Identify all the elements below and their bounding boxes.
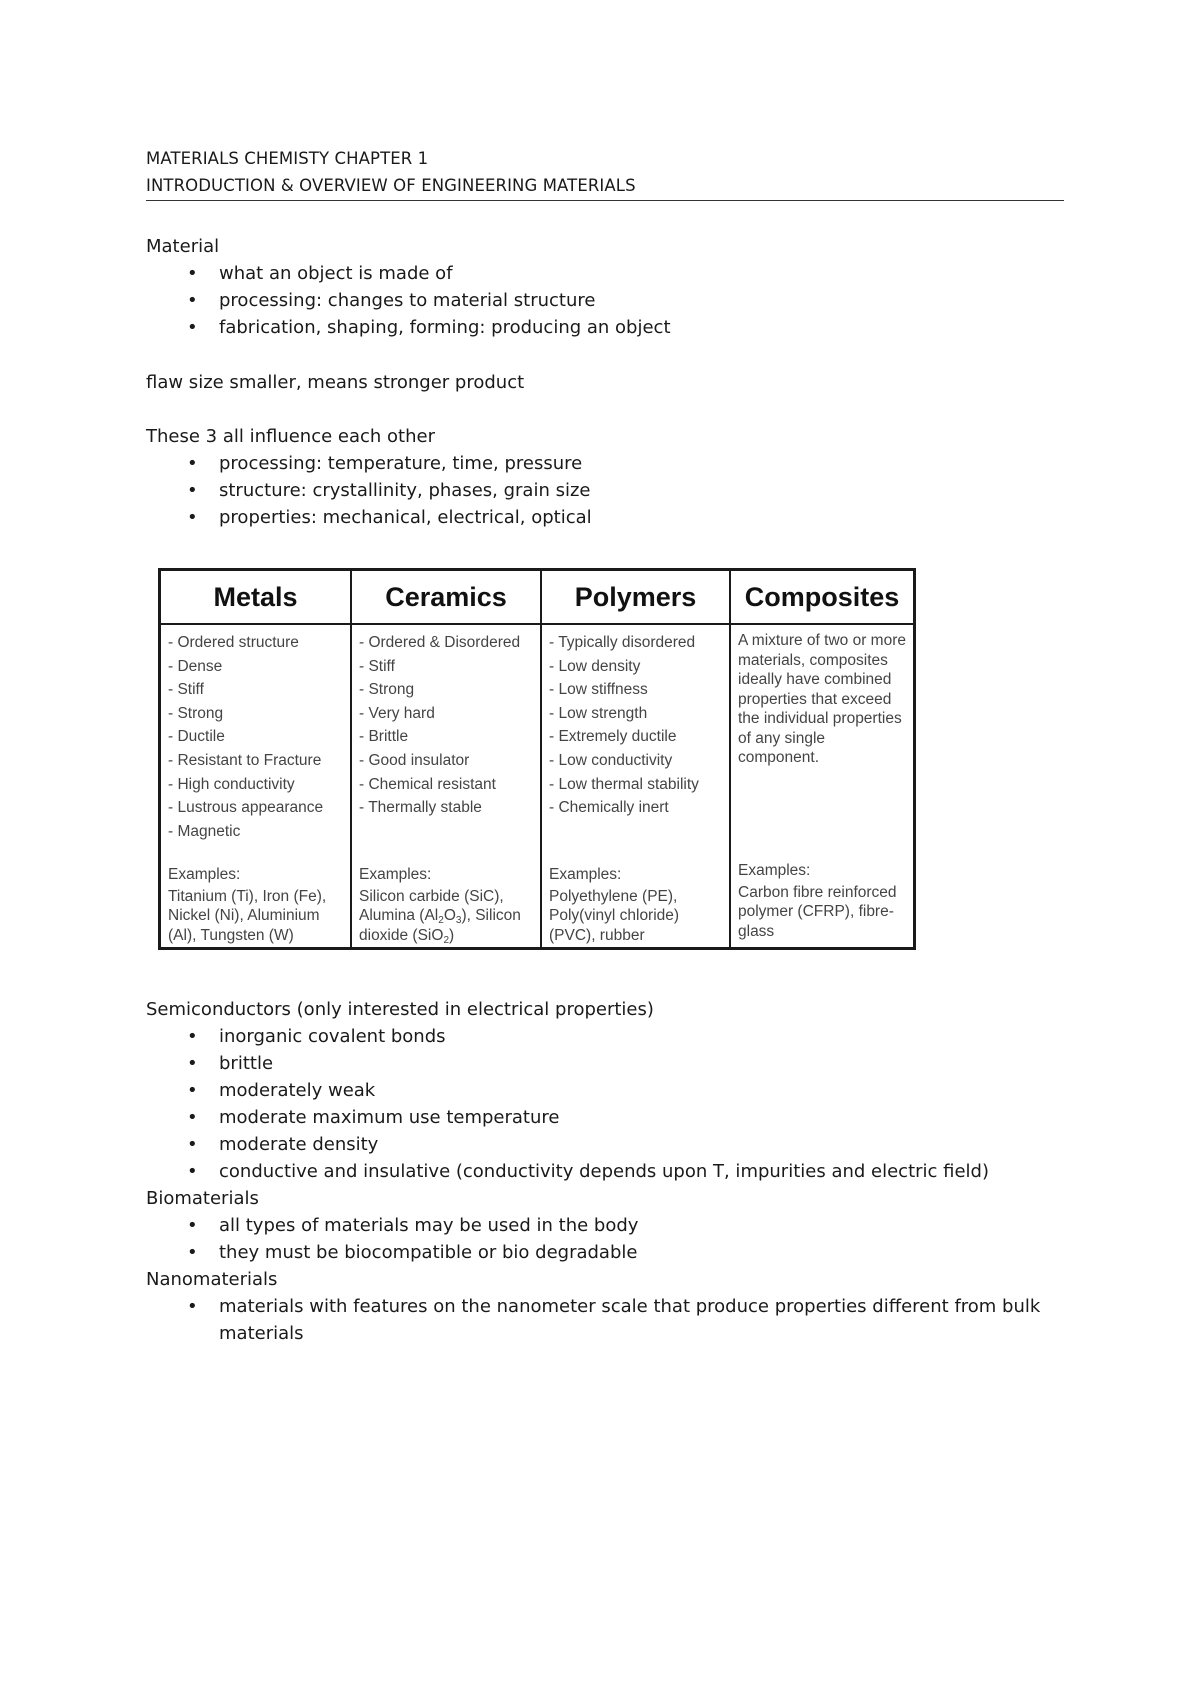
list-item: • moderately weak — [146, 1077, 1064, 1104]
property-item: - High conductivity — [168, 775, 295, 793]
section-heading: Semiconductors (only interested in electrical properties) — [146, 999, 654, 1020]
list-item: • inorganic covalent bonds — [146, 1023, 1064, 1050]
examples-text: Titanium (Ti), Iron (Fe), Nickel (Ni), Aluminium (Al), Tungsten (W) — [168, 887, 327, 944]
property-item: - Ductile — [168, 728, 225, 746]
examples-block — [549, 865, 725, 945]
composites-description: A mixture of two or more materials, composites ideally have combined properties that exceed the individual properties of any single component. — [738, 632, 906, 766]
chapter-title: MATERIALS CHEMISTY CHAPTER 1 — [146, 149, 429, 168]
property-item: - Low conductivity — [549, 751, 673, 769]
bullet-list — [146, 260, 1064, 341]
influence-section — [146, 423, 1064, 531]
property-list — [161, 625, 350, 843]
column-title: Composites — [731, 571, 913, 625]
column-title: Polymers — [542, 571, 729, 625]
section-heading: Material — [146, 236, 220, 257]
page-header — [146, 145, 1064, 199]
list-item: • processing: changes to material structure — [146, 287, 1064, 314]
property-item: - Stiff — [168, 681, 204, 699]
property-item: - Ordered & Disordered — [359, 634, 521, 651]
section-heading: Nanomaterials — [146, 1269, 278, 1290]
property-list — [352, 625, 540, 820]
property-item: - Low density — [549, 657, 641, 675]
examples-label: Examples: — [168, 866, 241, 883]
property-item: - Magnetic — [168, 822, 241, 840]
property-item: - Lustrous appearance — [168, 799, 324, 817]
property-item: - Strong — [359, 681, 415, 699]
list-item: • what an object is made of — [146, 260, 1064, 287]
material-section — [146, 233, 1064, 341]
section-heading: Biomaterials — [146, 1188, 259, 1209]
flaw-note: flaw size smaller, means stronger product — [146, 372, 525, 393]
list-item: • structure: crystallinity, phases, grain size — [146, 477, 1064, 504]
bullet-list — [146, 1212, 1064, 1266]
chapter-subtitle: INTRODUCTION & OVERVIEW OF ENGINEERING MATERIALS — [146, 176, 636, 195]
table-column-composites — [729, 571, 913, 947]
header-rule — [146, 200, 1064, 201]
section-heading: These 3 all influence each other — [146, 426, 435, 447]
property-item: - Strong — [168, 704, 224, 722]
list-item: • moderate maximum use temperature — [146, 1104, 1064, 1131]
property-item: - Chemically inert — [549, 799, 669, 817]
examples-block — [359, 865, 536, 945]
table-column-metals — [161, 571, 350, 947]
list-item: • fabrication, shaping, forming: producing an object — [146, 314, 1064, 341]
table-column-ceramics — [350, 571, 540, 947]
property-list — [542, 625, 729, 820]
examples-text: Polyethylene (PE), Poly(vinyl chloride) (PVC), rubber — [549, 887, 680, 944]
examples-label: Examples: — [549, 866, 622, 883]
examples-label: Examples: — [738, 862, 811, 879]
property-item: - Low thermal stability — [549, 775, 699, 793]
property-item: - Stiff — [359, 657, 395, 675]
bullet-list — [146, 1023, 1064, 1185]
examples-block — [168, 865, 346, 945]
property-item: - Low stiffness — [549, 681, 648, 699]
property-item: - Chemical resistant — [359, 775, 496, 793]
property-item: - Dense — [168, 657, 223, 675]
examples-label: Examples: — [359, 866, 432, 883]
property-item: - Good insulator — [359, 751, 470, 769]
list-item: • conductive and insulative (conductivity depends upon T, impurities and electric field) — [146, 1158, 1064, 1185]
semiconductors-section — [146, 996, 1064, 1347]
list-item: • brittle — [146, 1050, 1064, 1077]
list-item: • materials with features on the nanometer scale that produce properties different from bulk materials — [146, 1293, 1046, 1347]
property-item: - Resistant to Fracture — [168, 751, 322, 769]
property-item: - Extremely ductile — [549, 728, 677, 746]
list-item: • moderate density — [146, 1131, 1064, 1158]
bullet-list — [146, 450, 1064, 531]
column-title: Ceramics — [352, 571, 540, 625]
column-title: Metals — [161, 571, 350, 625]
table-column-polymers — [540, 571, 729, 947]
examples-text: Carbon fibre reinforced polymer (CFRP), fibre-glass — [738, 883, 897, 940]
list-item: • they must be biocompatible or bio degradable — [146, 1239, 1064, 1266]
property-item: - Ordered structure — [168, 634, 299, 651]
bullet-list — [146, 1293, 1046, 1347]
property-item: - Brittle — [359, 728, 409, 746]
property-item: - Typically disordered — [549, 634, 696, 651]
property-item: - Low strength — [549, 704, 648, 722]
list-item: • processing: temperature, time, pressure — [146, 450, 1064, 477]
list-item: • all types of materials may be used in the body — [146, 1212, 1064, 1239]
list-item: • properties: mechanical, electrical, optical — [146, 504, 1064, 531]
examples-block — [738, 861, 909, 941]
property-item: - Thermally stable — [359, 799, 482, 817]
materials-comparison-table — [158, 568, 916, 950]
examples-text: Silicon carbide (SiC), Alumina $(Al_2O_3)$, Silicon dioxide (SiO$_2$) — [359, 887, 521, 946]
property-item: - Very hard — [359, 704, 435, 722]
